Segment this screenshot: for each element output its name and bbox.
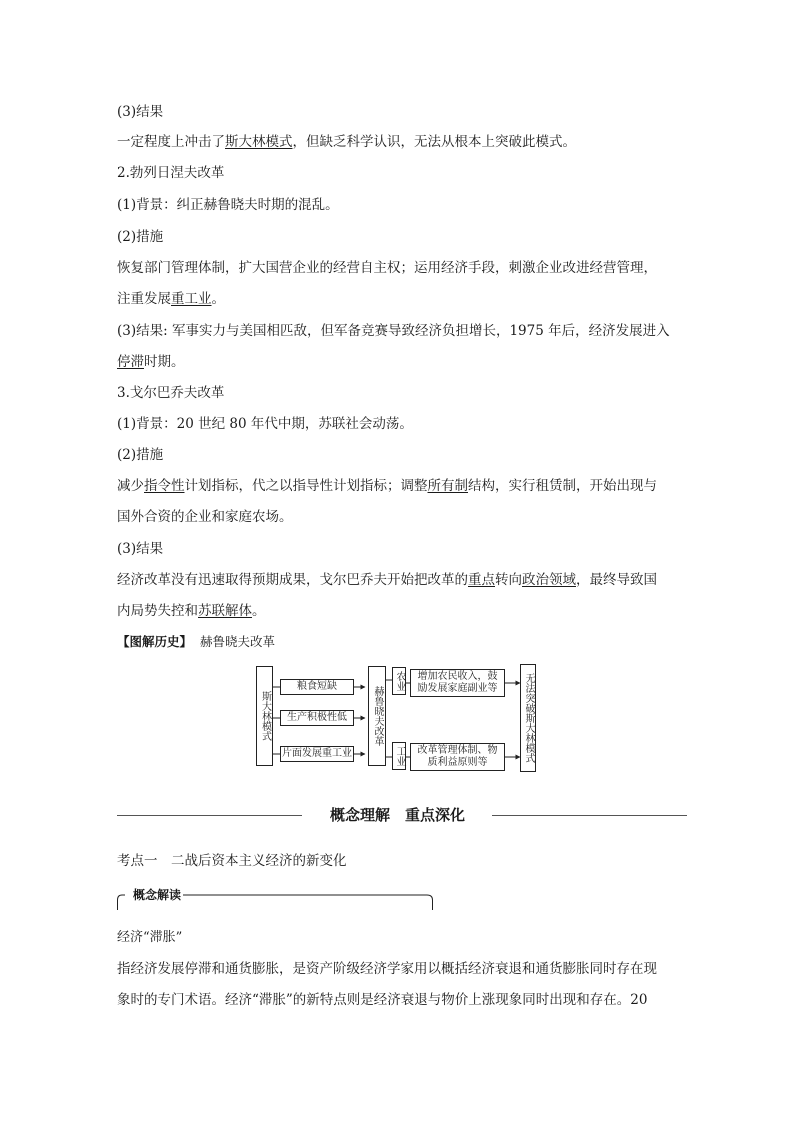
text-span: (3)结果 (117, 541, 164, 557)
concept-tab-label: 概念解读 (133, 888, 182, 902)
khrushchev-reform-box (368, 666, 386, 766)
industry-label: 工业 (394, 746, 405, 766)
text-line (117, 477, 687, 495)
concept-tab (117, 888, 433, 911)
cause-box-grain (280, 679, 354, 695)
cause-box-motivation (280, 710, 354, 726)
agriculture-box (392, 667, 406, 695)
text-line (117, 508, 687, 526)
text-line (117, 353, 687, 371)
keyword-political: 政治领域 (522, 572, 576, 588)
text-span: 一定程度上冲击了 (117, 134, 225, 150)
exam-point-heading: 考点一 二战后资本主义经济的新变化 (117, 853, 347, 869)
stalin-model-box (256, 666, 273, 766)
text-line (117, 852, 687, 870)
cause-label: 生产积极性低 (287, 712, 347, 723)
divider-left (117, 815, 302, 816)
text-span: 时期。 (144, 354, 185, 370)
text-span: 国外合资的企业和家庭农场。 (117, 509, 293, 525)
text-span: ，最终导致国 (576, 572, 657, 588)
heading-result: (3)结果 (117, 104, 164, 120)
text-line (117, 322, 687, 340)
text-span: 减少 (117, 478, 144, 494)
stalin-model-label: 斯大林模式 (259, 691, 271, 741)
illustration-label: 【图解历史】 (117, 634, 193, 649)
keyword-focus: 重点 (468, 572, 495, 588)
divider-right (492, 815, 687, 816)
text-span: 象时的专门术语。经济“滞胀”的新特点则是经济衰退与物价上涨现象同时出现和存在。20 (117, 992, 648, 1008)
cause-label: 片面发展重工业 (282, 748, 352, 759)
text-span: 。 (252, 603, 266, 619)
agri-measure-box (410, 669, 505, 697)
cause-box-heavy-industry (280, 746, 354, 762)
text-line (117, 571, 687, 589)
keyword-ownership: 所有制 (427, 478, 468, 494)
text-span: 结构，实行租赁制，开始出现与 (468, 478, 657, 494)
text-span: 转向 (495, 572, 522, 588)
text-line (117, 164, 687, 182)
text-line (117, 540, 687, 558)
keyword-directive: 指令性 (144, 478, 185, 494)
text-line (117, 602, 687, 620)
text-line (117, 960, 687, 978)
text-line (117, 446, 687, 464)
keyword-ussr-dissolution: 苏联解体 (198, 603, 252, 619)
text-line (117, 133, 687, 151)
text-span: (1)背景：20 世纪 80 年代中期，苏联社会动荡。 (117, 416, 413, 432)
section-heading-gorbachev: 3.戈尔巴乔夫改革 (117, 385, 225, 401)
result-box (520, 664, 536, 772)
text-span: 。 (211, 291, 225, 307)
agriculture-label: 农业 (394, 671, 405, 691)
text-span: 经济改革没有迅速取得预期成果，戈尔巴乔夫开始把改革的 (117, 572, 468, 588)
industry-measure-box (410, 743, 505, 771)
text-span: (3)结果: 军事实力与美国相匹敌，但军备竞赛导致经济负担增长，1975 年后，经济发展进入 (117, 323, 670, 339)
industry-measure-label: 改革管理体制、物质利益原则等 (417, 745, 498, 768)
text-span: (1)背景：纠正赫鲁晓夫时期的混乱。 (117, 197, 339, 213)
text-line (117, 991, 687, 1009)
text-line (117, 290, 687, 308)
cause-label: 粮食短缺 (297, 681, 337, 692)
text-span: 计划指标，代之以指导性计划指标；调整 (184, 478, 428, 494)
text-line (117, 415, 687, 433)
text-span: ，但缺乏科学认识，无法从根本上突破此模式。 (292, 134, 576, 150)
text-span: (2)措施 (117, 447, 164, 463)
text-line (117, 384, 687, 402)
section-title: 概念理解 重点深化 (329, 806, 465, 824)
text-line (117, 103, 687, 121)
khrushchev-reform-label: 赫鲁晓夫改革 (372, 686, 383, 746)
agri-measure-label: 增加农民收入，鼓励发展家庭副业等 (417, 671, 498, 694)
text-span: (2)措施 (117, 229, 164, 245)
industry-box (392, 742, 406, 770)
keyword-stalin-model: 斯大林模式 (225, 134, 293, 150)
text-span: 恢复部门管理体制，扩大国营企业的经营自主权；运用经济手段，刺激企业改进经营管理， (117, 260, 657, 276)
text-span: 指经济发展停滞和通货膨胀，是资产阶级经济学家用以概括经济衰退和通货膨胀同时存在现 (117, 961, 657, 977)
term-heading: 经济“滞胀” (117, 930, 183, 945)
text-line (117, 633, 687, 651)
illustration-title: 赫鲁晓夫改革 (200, 634, 276, 649)
text-span: 内局势失控和 (117, 603, 198, 619)
text-line (117, 196, 687, 214)
section-heading-brezhnev: 2.勃列日涅夫改革 (117, 165, 225, 181)
text-line (117, 929, 687, 947)
text-span: 注重发展 (117, 291, 171, 307)
keyword-stagnation: 停滞 (117, 354, 144, 370)
text-line (117, 228, 687, 246)
keyword-heavy-industry: 重工业 (171, 291, 212, 307)
text-line (117, 259, 687, 277)
result-label: 无法突破斯大林模式 (523, 673, 534, 763)
